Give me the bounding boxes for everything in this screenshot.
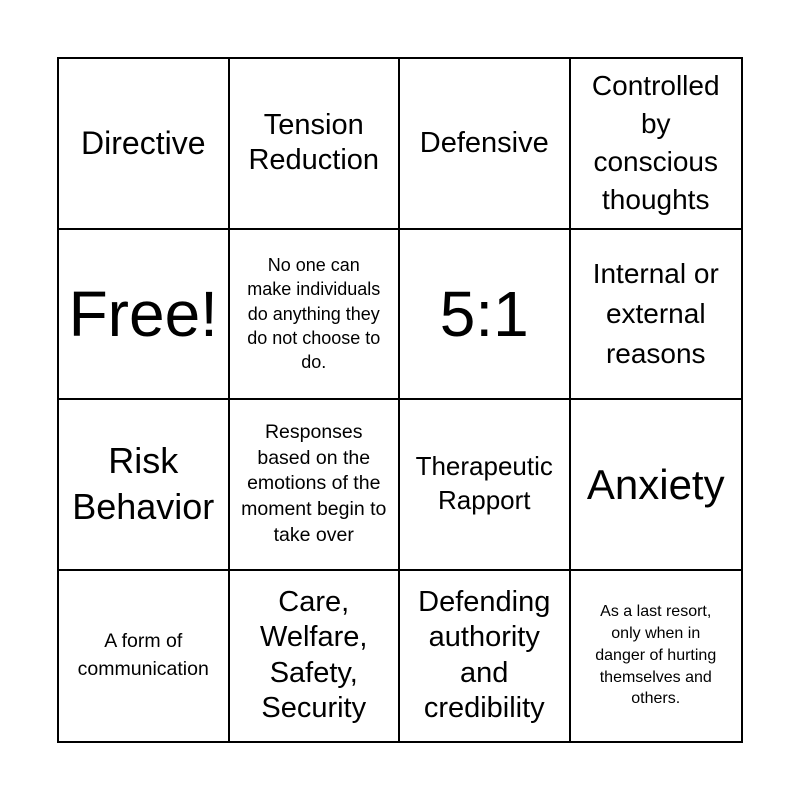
bingo-cell-anxiety[interactable]: [571, 400, 742, 571]
bingo-cell-controlled-by-conscious-thoughts[interactable]: [571, 59, 742, 230]
cell-text: Defensive: [419, 126, 549, 159]
cell-text: Controlled by conscious thoughts: [591, 70, 720, 216]
bingo-cell-free-space[interactable]: [59, 230, 230, 401]
cell-text: Internal or external reasons: [592, 258, 719, 369]
cell-text: As a last resort, only when in danger of hurting themselves and others.: [595, 603, 717, 708]
cell-text: Defending authority and credibility: [418, 586, 551, 725]
bingo-cell-responses-based-on-emotions[interactable]: [230, 400, 401, 571]
free-space-label: Free!: [68, 277, 218, 350]
cell-text: Anxiety: [586, 460, 725, 508]
bingo-cell-defending-authority[interactable]: [400, 571, 571, 742]
cell-text: A form of communication: [77, 630, 209, 680]
cell-text: Care, Welfare, Safety, Security: [260, 586, 368, 725]
bingo-cell-form-of-communication[interactable]: [59, 571, 230, 742]
bingo-cell-defensive[interactable]: [400, 59, 571, 230]
bingo-cell-last-resort[interactable]: [571, 571, 742, 742]
bingo-cell-no-one-can-make[interactable]: [230, 230, 401, 401]
bingo-cell-internal-or-external[interactable]: [571, 230, 742, 401]
bingo-cell-risk-behavior[interactable]: [59, 400, 230, 571]
bingo-cell-therapeutic-rapport[interactable]: [400, 400, 571, 571]
cell-text: Responses based on the emotions of the moment begin to take over: [241, 420, 387, 546]
bingo-cell-directive[interactable]: [59, 59, 230, 230]
cell-text: Therapeutic Rapport: [415, 451, 553, 516]
bingo-card: [57, 57, 743, 743]
bingo-cell-ratio[interactable]: [400, 230, 571, 401]
bingo-cell-care-welfare-safety-security[interactable]: [230, 571, 401, 742]
cell-text: Risk Behavior: [72, 440, 215, 528]
cell-text: No one can make individuals do anything they do not choose to do.: [247, 255, 381, 373]
cell-text: 5:1: [439, 277, 529, 350]
bingo-cell-tension-reduction[interactable]: [230, 59, 401, 230]
cell-text: Tension Reduction: [248, 108, 380, 177]
cell-text: Directive: [81, 125, 206, 162]
